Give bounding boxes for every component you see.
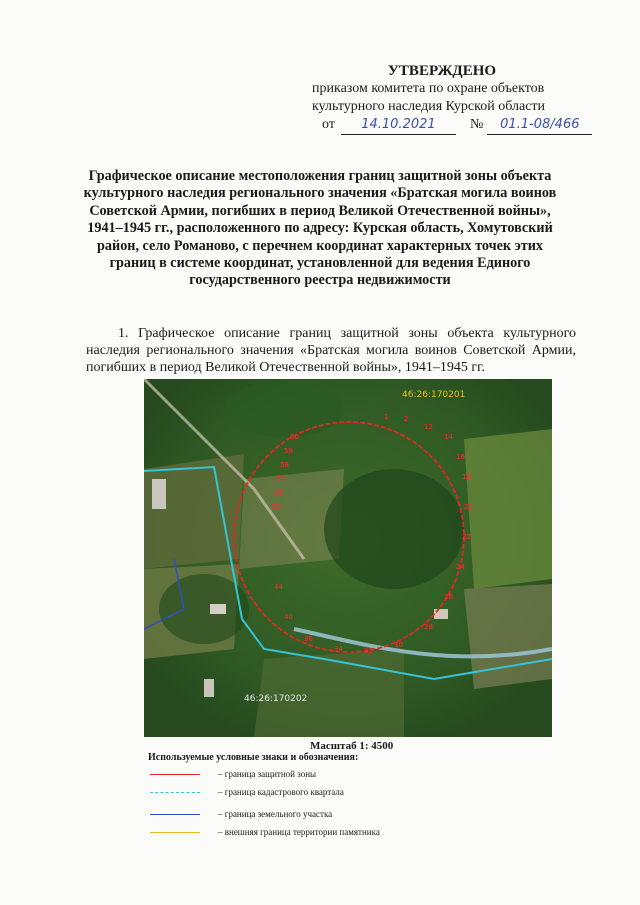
legend-swatch-red — [150, 774, 200, 775]
legend-label: – граница земельного участка — [218, 809, 333, 819]
section-text: 1. Графическое описание границ защитной зоны объекта культурного наследия регионального значения «Братская могила воинов Советской Армии, погибших в период Великой Отечественной войны», 1941–1945 гг. — [86, 326, 576, 375]
legend-swatch-cyan — [150, 792, 200, 793]
legend-item-protection-zone — [150, 768, 316, 780]
svg-text:44: 44 — [274, 583, 283, 591]
field-right-lower — [464, 584, 552, 689]
approval-number: 01.1-08/466 — [487, 116, 592, 135]
approval-line-1: приказом комитета по охране объектов — [312, 81, 545, 96]
map-scale: Масштаб 1: 4500 — [310, 740, 394, 752]
svg-text:55: 55 — [272, 503, 281, 511]
building-2 — [210, 604, 226, 614]
svg-text:20: 20 — [464, 503, 473, 511]
from-label: от — [322, 117, 335, 132]
svg-text:30: 30 — [394, 641, 403, 649]
svg-text:58: 58 — [280, 461, 289, 469]
svg-text:24: 24 — [456, 563, 465, 571]
field-right — [464, 429, 552, 589]
cadastral-label-top: 46:26:170201 — [402, 390, 466, 400]
svg-text:22: 22 — [462, 533, 471, 541]
approval-title: УТВЕРЖДЕНО — [387, 63, 497, 79]
svg-text:16: 16 — [456, 453, 465, 461]
svg-text:18: 18 — [462, 473, 471, 481]
cadastral-label-bottom: 46:26:170202 — [244, 694, 308, 704]
forest-top — [224, 381, 344, 437]
field-bottom — [254, 649, 404, 737]
approval-signature-line — [322, 116, 612, 135]
legend-label: – граница кадастрового квартала — [218, 787, 344, 797]
satellite-map — [144, 379, 552, 737]
approval-line-2: культурного наследия Курской области — [312, 99, 546, 114]
svg-text:14: 14 — [444, 433, 453, 441]
building-3 — [204, 679, 214, 697]
approval-date: 14.10.2021 — [341, 116, 456, 135]
svg-text:36: 36 — [304, 635, 313, 643]
legend-title: Используемые условные знаки и обозначения: — [148, 752, 359, 763]
svg-text:57: 57 — [276, 475, 285, 483]
svg-text:1: 1 — [384, 413, 389, 421]
svg-text:59: 59 — [284, 447, 293, 455]
forest-center — [324, 469, 464, 589]
svg-text:12: 12 — [424, 423, 433, 431]
svg-text:40: 40 — [284, 613, 293, 621]
approval-stamp — [312, 62, 612, 135]
section-paragraph — [86, 325, 576, 376]
number-label: № — [469, 117, 484, 132]
svg-text:56: 56 — [274, 489, 283, 497]
building-1 — [152, 479, 166, 509]
legend-item-monument-territory — [150, 826, 380, 838]
document-title: Графическое описание местоположения границ защитной зоны объекта культурного наследия регионального значения «Братская могила воинов Советской Армии, погибших в период Великой Отечественной войны», 1941–1945 гг., расположенного по адресу: Курская область, Хомутовский район, село Романово, с перечнем координат характерных точек этих границ в системе координат, установленной для ведения Единого государственного реестра недвижимости — [83, 168, 557, 289]
svg-text:60: 60 — [290, 433, 299, 441]
legend-item-land-plot — [150, 808, 332, 820]
building-4 — [434, 609, 448, 619]
svg-text:2: 2 — [404, 415, 409, 423]
legend-item-cadastral-quarter — [150, 786, 344, 798]
legend-swatch-yellow — [150, 832, 200, 833]
legend-label: – граница защитной зоны — [218, 769, 317, 779]
svg-text:26: 26 — [444, 593, 453, 601]
legend-swatch-blue — [150, 814, 200, 815]
legend-label: – внешняя граница территории памятника — [218, 827, 380, 837]
svg-text:34: 34 — [334, 645, 343, 653]
svg-text:28: 28 — [424, 623, 433, 631]
svg-text:32: 32 — [364, 647, 373, 655]
